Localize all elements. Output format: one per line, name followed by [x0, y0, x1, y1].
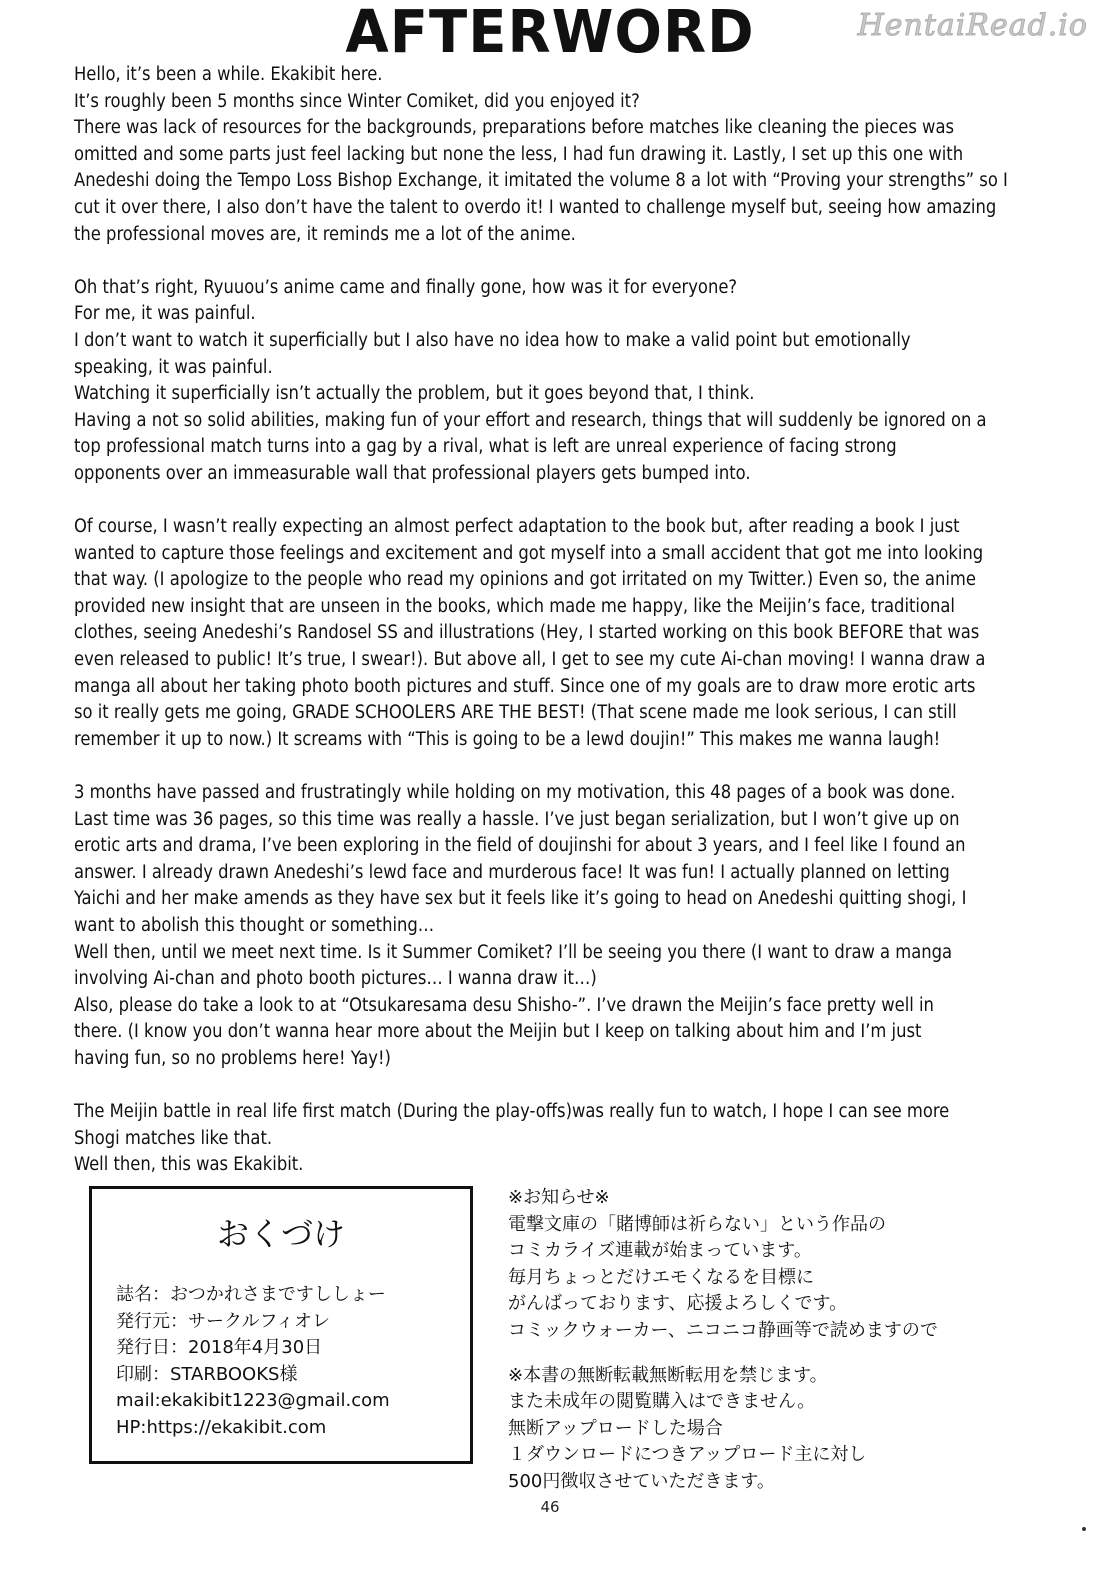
text-line: there. (I know you don’t wanna hear more about the Meijin but I keep on talking about him and I’m just	[74, 1021, 922, 1043]
notice-section	[508, 1185, 938, 1496]
colophon-box	[89, 1186, 473, 1464]
site-watermark: HentaiRead.io	[857, 8, 1088, 43]
notice-line: 電撃文庫の「賭博師は祈らない」という作品の	[508, 1213, 886, 1235]
copyright-line: １ダウンロードにつきアップロード主に対し	[508, 1444, 867, 1466]
text-line: having fun, so no problems here! Yay!)	[74, 1047, 391, 1069]
notice-spacer	[508, 1345, 938, 1363]
text-line: top professional match turns into a gag by a rival, what is left are unreal experience of facing strong	[74, 436, 897, 458]
text-line: speaking, it was painful.	[74, 356, 273, 378]
text-line: Hello, it’s been a while. Ekakibit here.	[74, 64, 383, 85]
afterword-body	[74, 62, 1034, 1206]
text-line: Also, please do take a look to at “Otsukaresama desu Shisho-”. I’ve drawn the Meijin’s face pretty well in	[74, 994, 934, 1016]
text-line: Yaichi and her make amends as they have sex but it feels like it’s going to head on Anedeshi quitting shogi, I	[74, 888, 967, 910]
notice-line: 毎月ちょっとだけエモくなるを目標に	[508, 1266, 814, 1288]
copyright-line: 500円徴収させていただきます。	[508, 1470, 775, 1492]
text-line: answer. I already drawn Anedeshi’s lewd face and murderous face! It was fun! I actually planned on letting	[74, 861, 950, 883]
text-line: It’s roughly been 5 months since Winter Comiket, did you enjoyed it?	[74, 90, 640, 112]
text-line: Having a not so solid abilities, making fun of your effort and research, things that will suddenly be ignored on a	[74, 409, 987, 431]
afterword-paragraph	[74, 514, 1034, 753]
afterword-paragraph	[74, 62, 1034, 248]
text-line: omitted and some parts just feel lacking but none the less, I had fun drawing it. Lastly, I set up this one with	[74, 143, 964, 165]
print-speck	[1082, 1527, 1086, 1531]
text-line: cut it over there, I also don’t have the talent to overdo it! I wanted to challenge myself but, seeing how amazing	[74, 196, 997, 218]
text-line: Anedeshi doing the Tempo Loss Bishop Exchange, it imitated the volume 8 a lot with “Proving your strengths” so I	[74, 170, 1008, 192]
afterword-paragraph	[74, 1099, 1034, 1179]
text-line: The Meijin battle in real life first match (During the play-offs)was really fun to watch, I hope I can see more	[74, 1101, 950, 1123]
colophon-line-date: 発行日：2018年4月30日	[116, 1337, 323, 1359]
notice-line: コミカライズ連載が始まっています。	[508, 1240, 812, 1262]
notice-heading: ※お知らせ※	[508, 1187, 610, 1208]
text-line: 3 months have passed and frustratingly while holding on my motivation, this 48 pages of a book was done.	[74, 782, 956, 804]
colophon-details	[116, 1282, 390, 1442]
text-line: I don’t want to watch it superficially but I also have no idea how to make a valid point but emotionally	[74, 329, 911, 351]
text-line: involving Ai-chan and photo booth pictures… I wanna draw it…)	[74, 968, 597, 990]
notice-line: コミックウォーカー、ニコニコ静画等で読めますので	[508, 1319, 938, 1341]
text-line: Well then, this was Ekakibit.	[74, 1154, 304, 1176]
colophon-title: おくづけ	[216, 1215, 345, 1253]
afterword-paragraph	[74, 275, 1034, 488]
text-line: opponents over an immeasurable wall that professional players gets bumped into.	[74, 462, 751, 484]
text-line: Shogi matches like that.	[74, 1127, 273, 1149]
text-line: remember it up to now.) It screams with “This is going to be a lewd doujin!” This makes me wanna laugh!	[74, 728, 941, 750]
copyright-line: また未成年の閲覧購入はできません。	[508, 1391, 816, 1413]
text-line: clothes, seeing Anedeshi’s Randosel SS and illustrations (Hey, I started working on this book BEFORE that was	[74, 622, 980, 644]
colophon-line-publisher: 発行元：サークルフィオレ	[116, 1310, 331, 1332]
text-line: Well then, until we meet next time. Is it Summer Comiket? I’ll be seeing you there (I want to draw a manga	[74, 941, 953, 963]
text-line: want to abolish this thought or something…	[74, 915, 435, 936]
notice-line: がんばっております、応援よろしくです。	[508, 1293, 848, 1315]
text-line: erotic arts and drama, I’ve been exploring in the field of doujinshi for about 3 years, and I feel like I found an	[74, 835, 966, 857]
text-line: For me, it was painful.	[74, 303, 256, 325]
colophon-line-printer: 印刷：STARBOOKS様	[116, 1363, 298, 1385]
text-line: wanted to capture those feelings and excitement and got myself into a small accident that got me into looking	[74, 542, 984, 564]
text-line: manga all about her taking photo booth pictures and stuff. Since one of my goals are to draw more erotic arts	[74, 675, 976, 697]
colophon-line-homepage: HP:https://ekakibit.com	[116, 1416, 327, 1438]
page-number: 46	[540, 1498, 560, 1516]
text-line: Oh that’s right, Ryuuou’s anime came and finally gone, how was it for everyone?	[74, 276, 738, 298]
text-line: so it really gets me going, GRADE SCHOOLERS ARE THE BEST! (That scene made me look serious, I can still	[74, 702, 957, 724]
afterword-paragraph	[74, 780, 1034, 1073]
copyright-line: 無断アップロードした場合	[508, 1417, 723, 1439]
text-line: Watching it superficially isn’t actually the problem, but it goes beyond that, I think.	[74, 383, 755, 405]
text-line: Last time was 36 pages, so this time was really a hassle. I’ve just began serialization, but I won’t give up on	[74, 808, 960, 830]
text-line: There was lack of resources for the backgrounds, preparations before matches like cleaning the pieces was	[74, 117, 954, 139]
text-line: the professional moves are, it reminds me a lot of the anime.	[74, 223, 576, 245]
page-title: AFTERWORD	[345, 0, 755, 67]
text-line: provided new insight that are unseen in the books, which made me happy, like the Meijin’s face, traditional	[74, 595, 955, 617]
colophon-line-email: mail:ekakibit1223@gmail.com	[116, 1390, 390, 1412]
copyright-line: ※本書の無断転載無断転用を禁じます。	[508, 1364, 828, 1386]
text-line: Of course, I wasn’t really expecting an almost perfect adaptation to the book but, after reading a book I just	[74, 516, 960, 538]
colophon-line-magazine: 誌名：おつかれさまですししょー	[116, 1284, 386, 1305]
text-line: that way. (I apologize to the people who read my opinions and got irritated on my Twitter.) Even so, the anime	[74, 569, 976, 591]
text-line: even released to public! It’s true, I swear!). But above all, I get to see my cute Ai-chan moving! I wanna draw a	[74, 649, 986, 671]
